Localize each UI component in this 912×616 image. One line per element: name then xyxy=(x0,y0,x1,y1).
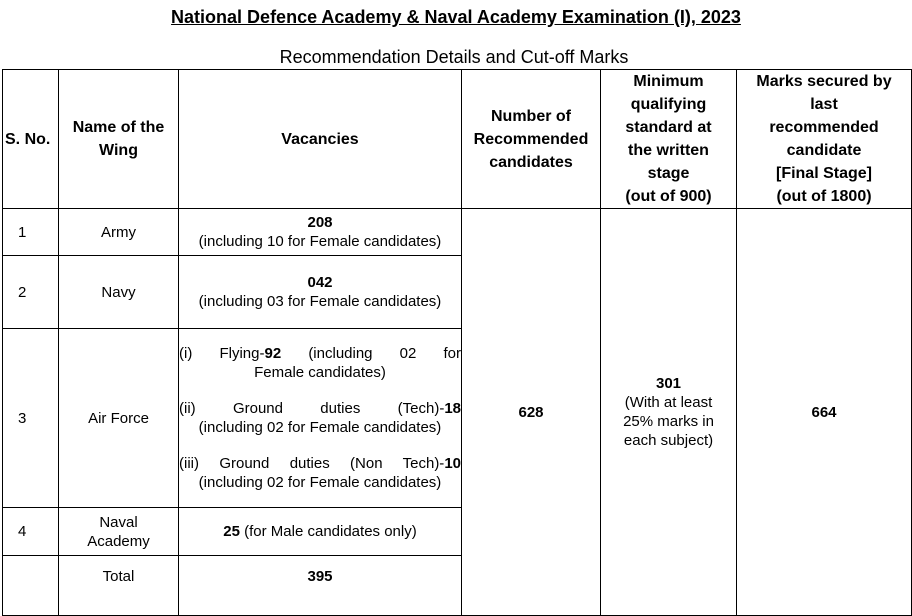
header-minimum: Minimum qualifying standard at the written stage (out of 900) xyxy=(601,70,737,209)
row-sno xyxy=(3,556,59,616)
vacancy-item: (iii) Ground duties (Non Tech)-10 (including 02 for Female candidates) xyxy=(179,455,461,491)
vacancy-item: (ii) Ground duties (Tech)-18 (including 02 for Female candidates) xyxy=(179,400,461,436)
header-wing: Name of the Wing xyxy=(59,70,179,209)
header-marks: Marks secured by last recommended candidate [Final Stage] (out of 1800) xyxy=(737,70,912,209)
vacancy-item: (i) Flying-92 (including 02 for Female candidates) xyxy=(179,345,461,381)
row-wing: Army xyxy=(59,209,179,256)
row-vacancies xyxy=(179,329,462,508)
table-row xyxy=(3,209,912,256)
page-subtitle: Recommendation Details and Cut-off Marks xyxy=(279,47,629,67)
header-vacancies: Vacancies xyxy=(179,70,462,209)
row-wing: Air Force xyxy=(59,329,179,508)
header-sno: S. No. xyxy=(3,70,59,209)
row-vacancies: 25 (for Male candidates only) xyxy=(179,508,462,556)
row-vacancies: 395 xyxy=(179,556,462,616)
page-title: National Defence Academy & Naval Academy Examination (I), 2023 xyxy=(171,7,741,27)
row-sno: 1 xyxy=(3,209,59,256)
row-vacancies: 042 (including 03 for Female candidates) xyxy=(179,256,462,329)
row-sno: 3 xyxy=(3,329,59,508)
row-wing: Total xyxy=(59,556,179,616)
header-row xyxy=(3,70,912,209)
last-recommended-marks-value: 664 xyxy=(737,209,912,616)
row-wing: Naval Academy xyxy=(59,508,179,556)
results-table xyxy=(2,69,912,616)
minimum-qualifying-cell: 301 (With at least 25% marks in each subject) xyxy=(601,209,737,616)
row-sno: 2 xyxy=(3,256,59,329)
header-recommended: Number of Recommended candidates xyxy=(462,70,601,209)
row-wing: Navy xyxy=(59,256,179,329)
row-vacancies: 208 (including 10 for Female candidates) xyxy=(179,209,462,256)
recommended-candidates-value: 628 xyxy=(462,209,601,616)
row-sno: 4 xyxy=(3,508,59,556)
